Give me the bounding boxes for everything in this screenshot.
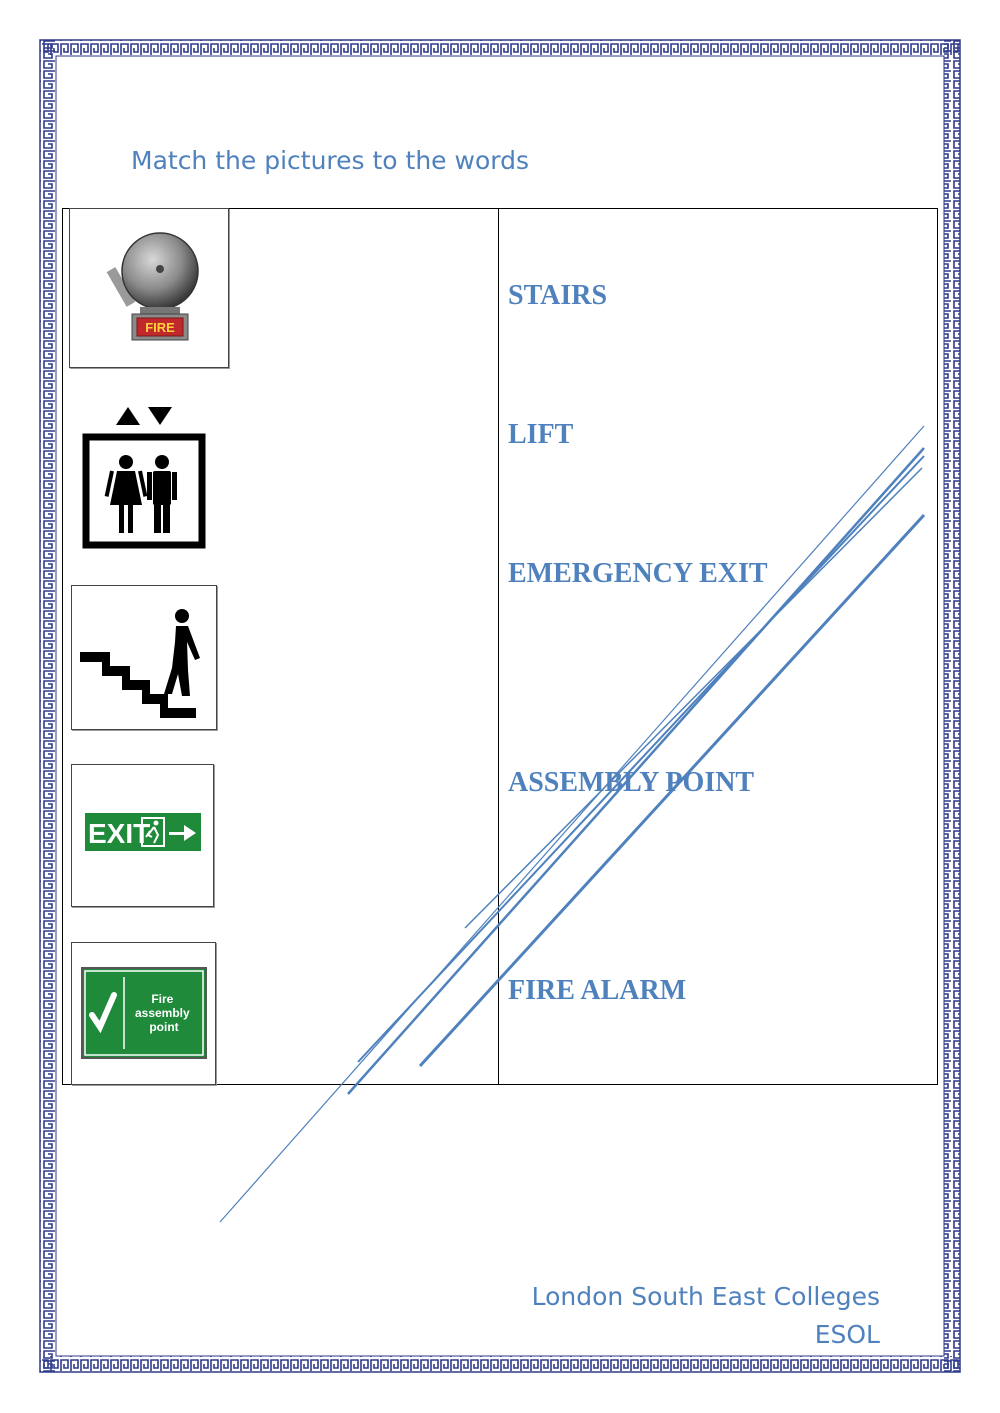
fire-bell-label: FIRE xyxy=(145,320,175,335)
footer-department: ESOL xyxy=(814,1320,880,1349)
assembly-sign-label: Fire assembly point xyxy=(134,992,190,1034)
word-assembly-point[interactable]: ASSEMBLY POINT xyxy=(508,767,755,798)
stairs-picture[interactable] xyxy=(71,585,217,730)
word-emergency-exit[interactable]: EMERGENCY EXIT xyxy=(508,558,768,589)
exit-sign-icon xyxy=(72,765,213,906)
word-stairs[interactable]: STAIRS xyxy=(508,280,608,311)
assembly-point-picture[interactable] xyxy=(71,942,216,1085)
word-fire-alarm[interactable]: FIRE ALARM xyxy=(508,975,687,1006)
table-column-divider xyxy=(498,208,499,1085)
lift-icon xyxy=(80,405,208,550)
fire-bell-icon xyxy=(70,209,228,367)
exit-sign-label: EXIT xyxy=(88,818,151,849)
lift-picture[interactable] xyxy=(80,405,208,550)
exit-sign-picture[interactable] xyxy=(71,764,214,907)
instruction-text: Match the pictures to the words xyxy=(131,146,529,175)
footer-college-name: London South East Colleges xyxy=(531,1282,880,1311)
word-lift[interactable]: LIFT xyxy=(508,419,574,450)
fire-alarm-picture[interactable] xyxy=(69,208,229,368)
stairs-icon xyxy=(72,586,216,729)
assembly-point-sign-icon xyxy=(72,943,215,1084)
